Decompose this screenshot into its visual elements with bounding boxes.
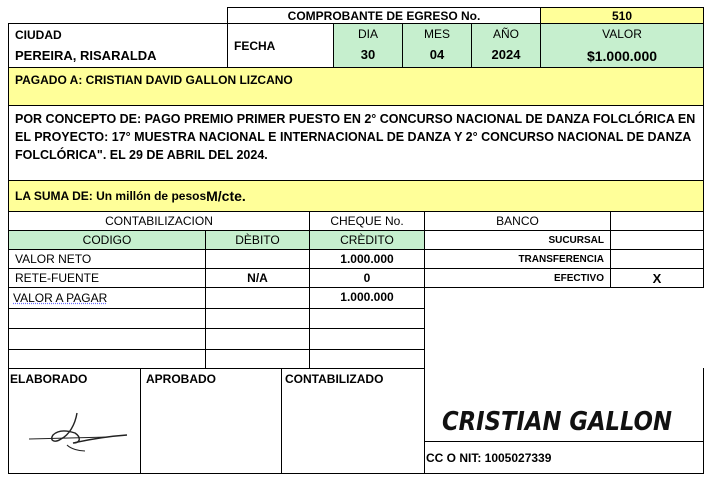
empty-row-credit <box>309 328 425 350</box>
recipient-signature-area <box>424 368 704 442</box>
cheque-label: CHEQUE No. <box>309 211 425 231</box>
recipient-id: CC O NIT: 1005027339 <box>424 441 704 474</box>
empty-row-debit <box>205 308 310 329</box>
day-box <box>333 23 403 68</box>
amount-label: VALOR <box>602 27 642 41</box>
city-label: CIUDAD <box>15 28 62 42</box>
empty-row-debit <box>205 349 310 369</box>
accounted-box <box>281 368 425 474</box>
city-value: PEREIRA, RISARALDA <box>15 48 157 63</box>
table-row-credit: 0 <box>309 268 425 288</box>
bank-value <box>610 211 704 231</box>
amount-currency-unit: M/cte. <box>206 188 246 204</box>
month-box <box>402 23 472 68</box>
col-code: CODIGO <box>8 230 206 250</box>
amount-in-words <box>8 180 704 212</box>
voucher-number: 510 <box>540 7 704 24</box>
accounted-label: CONTABILIZADO <box>285 372 384 386</box>
day-label: DIA <box>357 27 378 41</box>
payment-concept: POR CONCEPTO DE: PAGO PREMIO PRIMER PUESTO EN 2° CONCURSO NACIONAL DE DANZA FOLCLÓRICA EN EL PROYECTO: 17° MUESTRA NACIONAL E INTERNACIONAL DE DANZA Y 2° CONCURSO NACIONAL DE DANZA FOLCLÓRICA". EL 29 DE ABRIL DEL 2024. <box>8 105 704 181</box>
prepared-label: ELABORADO <box>10 372 88 386</box>
amount-words-text: LA SUMA DE: Un millón de pesos <box>15 189 207 203</box>
day-value: 30 <box>360 47 376 62</box>
empty-row-credit <box>309 349 425 369</box>
month-value: 04 <box>429 47 445 62</box>
amount-box <box>540 23 704 68</box>
table-row-credit: 1.000.000 <box>309 249 425 269</box>
table-row-debit <box>205 249 310 269</box>
table-row-credit: 1.000.000 <box>309 287 425 309</box>
year-box <box>471 23 541 68</box>
prepared-signature <box>9 369 140 473</box>
approved-box <box>140 368 282 474</box>
table-row-code: VALOR NETO <box>8 249 206 269</box>
accounting-title: CONTABILIZACION <box>8 211 310 231</box>
payment-cash-mark: X <box>610 268 704 288</box>
table-row-debit: N/A <box>205 268 310 288</box>
prepared-box <box>8 368 141 474</box>
table-row-code <box>8 287 206 309</box>
payment-transfer-mark <box>610 249 704 269</box>
approved-label: APROBADO <box>146 372 217 386</box>
bank-label: BANCO <box>424 211 611 231</box>
city-box <box>8 23 228 68</box>
payment-sucursal-mark <box>610 230 704 250</box>
date-label: FECHA <box>227 23 334 68</box>
year-label: AÑO <box>492 27 519 41</box>
empty-row-code <box>8 349 206 369</box>
amount-value: $1.000.000 <box>586 48 658 64</box>
payment-sucursal-label: SUCURSAL <box>424 230 611 250</box>
total-payable-label: VALOR A PAGAR <box>13 291 108 305</box>
empty-row-debit <box>205 328 310 350</box>
empty-row-code <box>8 308 206 329</box>
table-row-code: RETE-FUENTE <box>8 268 206 288</box>
voucher-title: COMPROBANTE DE EGRESO No. <box>227 7 541 24</box>
recipient-signature <box>424 368 704 442</box>
svg-text:CRISTIAN GALLON: CRISTIAN GALLON <box>442 407 673 437</box>
empty-row-credit <box>309 308 425 329</box>
payment-transfer-label: TRANSFERENCIA <box>424 249 611 269</box>
month-label: MES <box>423 27 450 41</box>
col-debit: DÈBITO <box>205 230 310 250</box>
col-credit: CRÈDITO <box>309 230 425 250</box>
year-value: 2024 <box>491 47 521 62</box>
paid-to: PAGADO A: CRISTIAN DAVID GALLON LIZCANO <box>8 67 704 106</box>
payment-cash-label: EFECTIVO <box>424 268 611 288</box>
table-row-debit <box>205 287 310 309</box>
empty-row-code <box>8 328 206 350</box>
